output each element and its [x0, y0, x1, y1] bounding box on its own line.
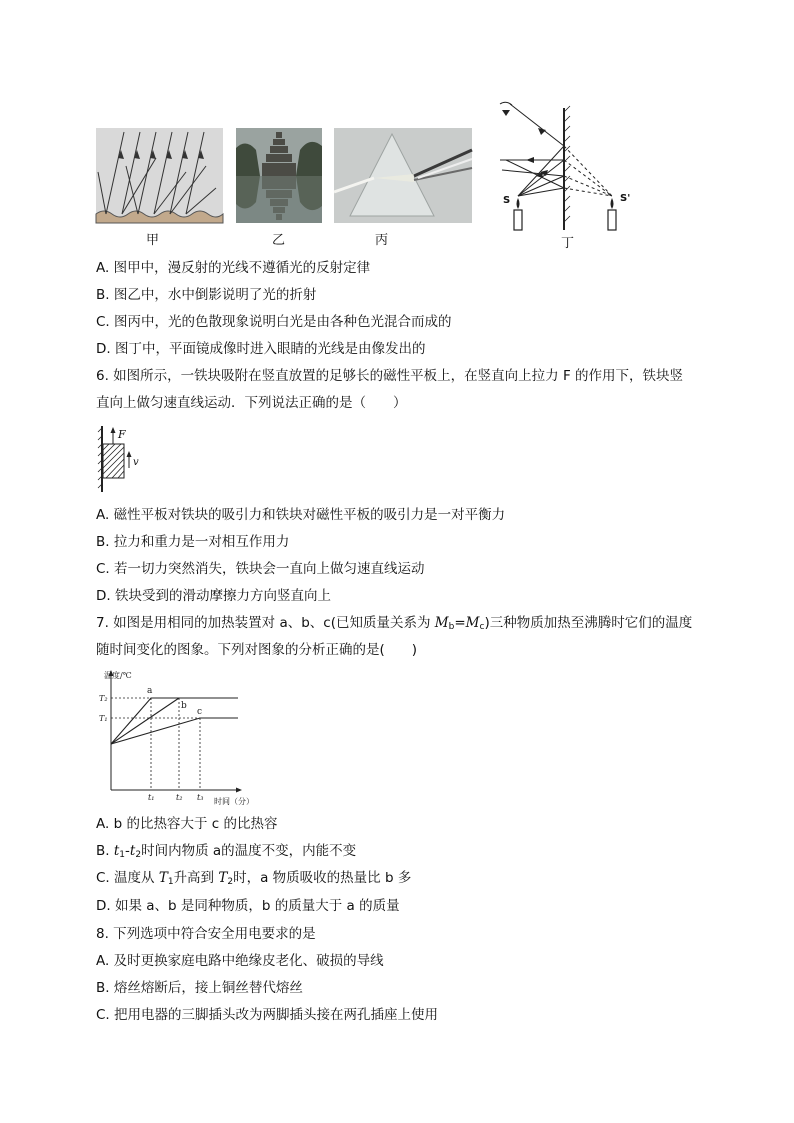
- q7-stem-sub1: b: [448, 622, 455, 632]
- q7-option-c-T1: T: [158, 870, 168, 886]
- q8-option-a: A. 及时更换家庭电路中绝缘皮老化、破损的导线: [96, 953, 384, 969]
- x-tick-t2: t₂: [176, 793, 183, 802]
- q7-option-b-t1: t: [113, 843, 120, 859]
- q6-stem-line1: 6. 如图所示，一铁块吸附在竖直放置的足够长的磁性平板上，在竖直向上拉力 F 的作用下，铁块竖: [96, 368, 684, 384]
- q6-option-b: B. 拉力和重力是一对相互作用力: [96, 534, 290, 550]
- q7-stem-part-a: 7. 如图是用相同的加热装置对 a、b、c(已知质量关系为: [96, 615, 435, 631]
- q7-option-c-pre: C. 温度从: [96, 870, 159, 886]
- q7-option-b: [96, 842, 356, 864]
- q7-option-b-pre: B.: [96, 843, 114, 859]
- q8-stem: 8. 下列选项中符合安全用电要求的是: [96, 926, 316, 942]
- series-a-label: a: [147, 686, 153, 696]
- x-tick-t1: t₁: [148, 793, 155, 802]
- q6-label-F: F: [118, 428, 126, 441]
- q5-option-b: B. 图乙中，水中倒影说明了光的折射: [96, 287, 317, 303]
- x-tick-t3: t₃: [197, 793, 204, 802]
- q7-stem-part-b: )三种物质加热至沸腾时它们的温度: [484, 615, 693, 631]
- caption-bing: 丙: [375, 233, 389, 248]
- q7-option-b-post: 时间内物质 a的温度不变，内能不变: [141, 843, 357, 859]
- q6-stem-line2: 直向上做匀速直线运动．下列说法正确的是（ ）: [96, 395, 407, 411]
- q7-option-b-t2-sub: 2: [135, 850, 142, 860]
- q7-stem-m1: M: [434, 615, 449, 631]
- q7-stem-sub2: c: [479, 622, 485, 632]
- q5-option-d: D. 图丁中，平面镜成像时进入眼睛的光线是由像发出的: [96, 341, 426, 357]
- label-S: S: [503, 195, 511, 206]
- chart-ylabel: 温度/℃: [104, 671, 132, 680]
- q7-option-b-t1-sub: 1: [119, 850, 126, 860]
- q7-stem-eq: =: [454, 615, 466, 631]
- q6-label-v: v: [133, 457, 139, 468]
- caption-ding: 丁: [561, 236, 575, 251]
- q7-stem-line2: 随时间变化的图象。下列对图象的分析正确的是( ): [96, 642, 418, 658]
- series-b-label: b: [181, 701, 187, 711]
- series-a-line: [111, 698, 238, 744]
- y-tick-T2: T₂: [99, 694, 108, 703]
- q6-option-d: D. 铁块受到的滑动摩擦力方向竖直向上: [96, 588, 331, 604]
- chart-xlabel: 时间（分）: [214, 797, 254, 806]
- q7-option-b-t2: t: [129, 843, 136, 859]
- q7-temperature-time-chart: [96, 666, 254, 806]
- q8-option-c: C. 把用电器的三脚插头改为两脚插头接在两孔插座上使用: [96, 1007, 439, 1023]
- q7-option-c-T2-sub: 2: [227, 877, 234, 887]
- q7-option-c: [96, 869, 411, 891]
- series-c-label: c: [197, 707, 203, 717]
- figure-jia-diffuse-reflection: [96, 128, 223, 223]
- caption-yi: 乙: [272, 233, 286, 248]
- figure-yi-water-reflection: [236, 128, 322, 223]
- q5-option-a: A. 图甲中，漫反射的光线不遵循光的反射定律: [96, 260, 371, 276]
- q7-option-c-post: 时，a 物质吸收的热量比 b 多: [233, 870, 412, 886]
- q7-option-c-mid: 升高到: [173, 870, 219, 886]
- q6-option-c: C. 若一切力突然消失，铁块会一直向上做匀速直线运动: [96, 561, 425, 577]
- figure-bing-prism-dispersion: [334, 128, 472, 223]
- q5-option-c: C. 图丙中，光的色散现象说明白光是由各种色光混合而成的: [96, 314, 452, 330]
- y-tick-T1: T₁: [99, 714, 108, 723]
- caption-jia: 甲: [146, 233, 160, 248]
- q7-option-c-T1-sub: 1: [167, 877, 174, 887]
- q7-stem-m2: M: [465, 615, 480, 631]
- q7-option-c-T2: T: [218, 870, 228, 886]
- q7-option-d: D. 如果 a、b 是同种物质，b 的质量大于 a 的质量: [96, 898, 400, 914]
- q7-option-a: A. b 的比热容大于 c 的比热容: [96, 816, 278, 832]
- figure-ding-plane-mirror: [496, 100, 636, 238]
- q7-stem-line1: [96, 614, 692, 636]
- q7-option-b-dash: -: [125, 843, 130, 859]
- label-S-prime: S': [620, 193, 631, 204]
- q8-option-b: B. 熔丝熔断后，接上铜丝替代熔丝: [96, 980, 303, 996]
- q6-option-a: A. 磁性平板对铁块的吸引力和铁块对磁性平板的吸引力是一对平衡力: [96, 507, 506, 523]
